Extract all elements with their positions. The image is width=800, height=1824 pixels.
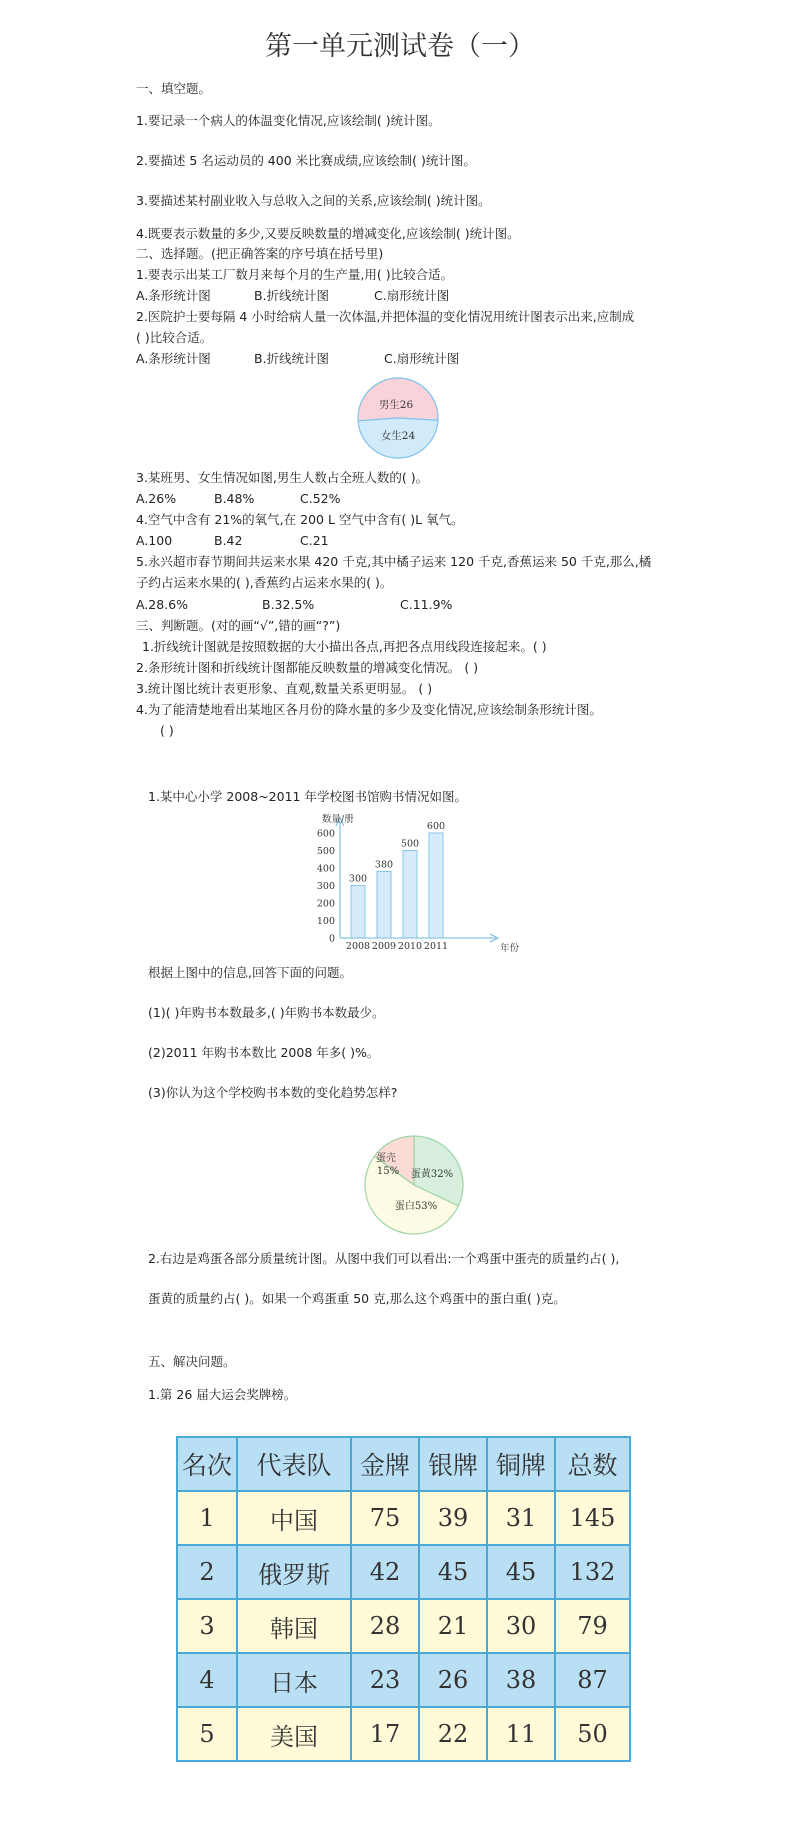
s2-q2-option-a: A.条形统计图 bbox=[136, 351, 211, 366]
header-team: 代表队 bbox=[237, 1437, 351, 1491]
s2-question-2-line2: ( )比较合适。 bbox=[136, 330, 213, 345]
bar bbox=[377, 872, 391, 939]
s2-q3-option-a: A.26% bbox=[136, 491, 177, 506]
cell-silver: 21 bbox=[419, 1599, 487, 1653]
s2-q5-option-c: C.11.9% bbox=[400, 597, 453, 612]
cell-rank: 1 bbox=[177, 1491, 237, 1545]
cell-gold: 28 bbox=[351, 1599, 419, 1653]
cell-total: 79 bbox=[555, 1599, 630, 1653]
gender-pie-chart bbox=[356, 376, 440, 460]
bar-value-label: 300 bbox=[348, 873, 368, 885]
cell-silver: 39 bbox=[419, 1491, 487, 1545]
cell-bronze: 11 bbox=[487, 1707, 555, 1761]
x-axis-label: 年份 bbox=[500, 943, 520, 954]
cell-gold: 75 bbox=[351, 1491, 419, 1545]
pie-label-yolk: 蛋黄32% bbox=[410, 1169, 454, 1180]
table-row bbox=[177, 1599, 630, 1653]
bar-value-label: 600 bbox=[426, 821, 446, 832]
s1-question-1: 1.要记录一个病人的体温变化情况,应该绘制( )统计图。 bbox=[136, 113, 441, 128]
cell-team: 日本 bbox=[237, 1653, 351, 1707]
cell-total: 132 bbox=[555, 1545, 630, 1599]
s3-question-3: 3.统计图比统计表更形象、直观,数量关系更明显。 ( ) bbox=[136, 681, 433, 696]
y-tick-label: 600 bbox=[316, 828, 335, 840]
s1-question-3: 3.要描述某村副业收入与总收入之间的关系,应该绘制( )统计图。 bbox=[136, 193, 491, 208]
cell-rank: 3 bbox=[177, 1599, 237, 1653]
s4-sub-question-3: (3)你认为这个学校购书本数的变化趋势怎样? bbox=[148, 1085, 398, 1100]
cell-bronze: 45 bbox=[487, 1545, 555, 1599]
cell-bronze: 38 bbox=[487, 1653, 555, 1707]
table-row bbox=[177, 1653, 630, 1707]
header-bronze: 铜牌 bbox=[487, 1437, 555, 1491]
s2-q2-option-c: C.扇形统计图 bbox=[384, 351, 460, 366]
table-header-row bbox=[177, 1437, 630, 1491]
pie-label-boys: 男生26 bbox=[378, 399, 414, 411]
bar-value-label: 500 bbox=[400, 838, 420, 850]
book-purchase-bar-chart bbox=[300, 808, 520, 956]
s2-question-5-line2: 子约占运来水果的( ),香蕉约占运来水果的( )。 bbox=[136, 575, 393, 590]
header-total: 总数 bbox=[555, 1437, 630, 1491]
s4-question-1-intro: 1.某中心小学 2008~2011 年学校图书馆购书情况如图。 bbox=[148, 789, 467, 804]
s2-question-1: 1.要表示出某工厂数月来每个月的生产量,用( )比较合适。 bbox=[136, 267, 454, 282]
pie-label-white: 蛋白53% bbox=[394, 1201, 438, 1212]
y-tick-label: 200 bbox=[316, 898, 335, 910]
y-tick-label: 300 bbox=[316, 881, 335, 892]
s3-question-4-line2: ( ) bbox=[160, 723, 174, 738]
s2-q3-option-c: C.52% bbox=[300, 491, 341, 506]
s2-question-5-line1: 5.永兴超市春节期间共运来水果 420 千克,其中橘子运来 120 千克,香蕉运来 50 千克,那么,橘 bbox=[136, 554, 652, 569]
cell-total: 87 bbox=[555, 1653, 630, 1707]
y-tick-label: 400 bbox=[316, 863, 335, 875]
s3-question-4-line1: 4.为了能清楚地看出某地区各月份的降水量的多少及变化情况,应该绘制条形统计图。 bbox=[136, 702, 602, 717]
cell-gold: 42 bbox=[351, 1545, 419, 1599]
s4-question-2-line1: 2.右边是鸡蛋各部分质量统计图。从图中我们可以看出:一个鸡蛋中蛋壳的质量约占( ), bbox=[148, 1251, 620, 1266]
header-silver: 银牌 bbox=[419, 1437, 487, 1491]
bar bbox=[403, 851, 417, 939]
s4-follow-intro: 根据上图中的信息,回答下面的问题。 bbox=[148, 965, 352, 980]
s3-question-1: 1.折线统计图就是按照数据的大小描出各点,再把各点用线段连接起来。( ) bbox=[142, 639, 547, 654]
s2-q3-option-b: B.48% bbox=[214, 491, 255, 506]
pie-label-shell-pct: 15% bbox=[376, 1166, 400, 1177]
cell-rank: 4 bbox=[177, 1653, 237, 1707]
y-tick-label: 0 bbox=[328, 933, 335, 945]
s2-question-4: 4.空气中含有 21%的氧气,在 200 L 空气中含有( )L 氧气。 bbox=[136, 512, 464, 527]
s5-question-1: 1.第 26 届大运会奖牌榜。 bbox=[148, 1387, 297, 1402]
egg-composition-pie-chart bbox=[362, 1133, 466, 1237]
s2-q1-option-c: C.扇形统计图 bbox=[374, 288, 450, 303]
cell-team: 俄罗斯 bbox=[237, 1545, 351, 1599]
cell-rank: 5 bbox=[177, 1707, 237, 1761]
s2-q4-option-b: B.42 bbox=[214, 533, 243, 548]
bar bbox=[351, 886, 365, 939]
table-row bbox=[177, 1491, 630, 1545]
s2-q1-option-a: A.条形统计图 bbox=[136, 288, 211, 303]
medal-table bbox=[176, 1436, 631, 1762]
s2-question-2-line1: 2.医院护士要每隔 4 小时给病人量一次体温,并把体温的变化情况用统计图表示出来,应制成 bbox=[136, 309, 635, 324]
s2-question-3: 3.某班男、女生情况如图,男生人数占全班人数的( )。 bbox=[136, 470, 429, 485]
page-title: 第一单元测试卷（一） bbox=[265, 31, 535, 62]
cell-total: 50 bbox=[555, 1707, 630, 1761]
s1-question-4: 4.既要表示数量的多少,又要反映数量的增减变化,应该绘制( )统计图。 bbox=[136, 226, 520, 241]
table-row bbox=[177, 1707, 630, 1761]
header-rank: 名次 bbox=[177, 1437, 237, 1491]
s2-q4-option-c: C.21 bbox=[300, 533, 329, 548]
x-tick-label: 2010 bbox=[397, 941, 423, 952]
cell-team: 韩国 bbox=[237, 1599, 351, 1653]
table-row bbox=[177, 1545, 630, 1599]
cell-bronze: 31 bbox=[487, 1491, 555, 1545]
s2-q2-option-b: B.折线统计图 bbox=[254, 351, 330, 366]
s2-q5-option-a: A.28.6% bbox=[136, 597, 189, 612]
cell-rank: 2 bbox=[177, 1545, 237, 1599]
s2-q5-option-b: B.32.5% bbox=[262, 597, 315, 612]
cell-gold: 23 bbox=[351, 1653, 419, 1707]
cell-team: 美国 bbox=[237, 1707, 351, 1761]
section3-heading: 三、判断题。(对的画“√”,错的画“?”) bbox=[136, 618, 341, 633]
section1-heading: 一、填空题。 bbox=[136, 81, 212, 96]
s3-question-2: 2.条形统计图和折线统计图都能反映数量的增减变化情况。 ( ) bbox=[136, 660, 479, 675]
x-tick-label: 2011 bbox=[423, 941, 449, 952]
cell-silver: 26 bbox=[419, 1653, 487, 1707]
y-tick-label: 500 bbox=[316, 846, 335, 857]
x-tick-label: 2009 bbox=[371, 941, 397, 952]
bar-value-label: 380 bbox=[374, 859, 394, 871]
cell-team: 中国 bbox=[237, 1491, 351, 1545]
bar bbox=[429, 833, 443, 938]
y-tick-label: 100 bbox=[316, 916, 335, 927]
cell-gold: 17 bbox=[351, 1707, 419, 1761]
pie-label-shell-name: 蛋壳 bbox=[376, 1153, 396, 1164]
cell-silver: 45 bbox=[419, 1545, 487, 1599]
header-gold: 金牌 bbox=[351, 1437, 419, 1491]
section2-heading: 二、选择题。(把正确答案的序号填在括号里) bbox=[136, 246, 384, 261]
s2-q4-option-a: A.100 bbox=[136, 533, 173, 548]
s4-sub-question-2: (2)2011 年购书本数比 2008 年多( )%。 bbox=[148, 1045, 380, 1060]
pie-label-girls: 女生24 bbox=[380, 430, 416, 442]
y-axis-label: 数量/册 bbox=[322, 814, 354, 825]
cell-silver: 22 bbox=[419, 1707, 487, 1761]
cell-total: 145 bbox=[555, 1491, 630, 1545]
s1-question-2: 2.要描述 5 名运动员的 400 米比赛成绩,应该绘制( )统计图。 bbox=[136, 153, 476, 168]
s4-sub-question-1: (1)( )年购书本数最多,( )年购书本数最少。 bbox=[148, 1005, 385, 1020]
section5-heading: 五、解决问题。 bbox=[148, 1354, 236, 1369]
s2-q1-option-b: B.折线统计图 bbox=[254, 288, 330, 303]
cell-bronze: 30 bbox=[487, 1599, 555, 1653]
s4-question-2-line2: 蛋黄的质量约占( )。如果一个鸡蛋重 50 克,那么这个鸡蛋中的蛋白重( )克。 bbox=[148, 1291, 566, 1306]
x-tick-label: 2008 bbox=[345, 941, 371, 952]
